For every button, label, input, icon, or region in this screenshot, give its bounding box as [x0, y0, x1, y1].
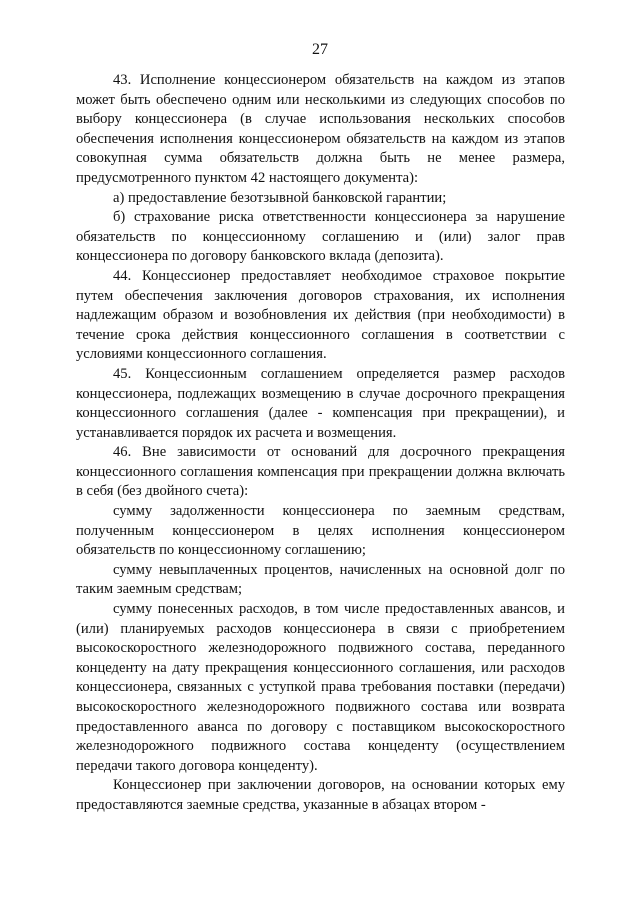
paragraph-46-item-debt: сумму задолженности концессионера по заемным средствам, полученным концессионером в целях исполнения концессионером обязательств по концессионному соглашению;	[76, 503, 565, 559]
document-body	[76, 71, 565, 816]
paragraph-43-option-a: а) предоставление безотзывной банковской гарантии;	[113, 189, 447, 206]
paragraph-46-item-expenses: сумму понесенных расходов, в том числе предоставленных авансов, и (или) планируемых расходов концессионера в связи с приобретением высокоскоростного железнодорожного подвижного состава, переданного концеденту на дату прекращения концессионного соглашения, или расходов концессионера, связанных с уступкой права требования поставки (передачи) высокоскоростного железнодорожного подвижного состава или возврата предоставленного аванса по договору с поставщиком высокоскоростного железнодорожного подвижного состава концеденту (осуществлением передачи такого договора концеденту).	[76, 601, 565, 774]
paragraph-44: 44. Концессионер предоставляет необходимое страховое покрытие путем обеспечения заключения договоров страхования, их исполнения надлежащим образом и возобновления их действия (при необходимости) в течение срока действия концессионного соглашения в соответствии с условиями концессионного соглашения.	[76, 267, 565, 363]
paragraph-loan-agreements: Концессионер при заключении договоров, на основании которых ему предоставляются заемные средства, указанные в абзацах втором -	[76, 777, 565, 813]
paragraph-43-option-b: б) страхование риска ответственности концессионера за нарушение обязательств по концессионному соглашению и (или) залог прав концессионера по договору банковского вклада (депозита).	[76, 209, 565, 265]
paragraph-46-item-interest: сумму невыплаченных процентов, начисленных на основной долг по таким заемным средствам;	[76, 561, 565, 598]
paragraph-43: 43. Исполнение концессионером обязательств на каждом из этапов может быть обеспечено одним или несколькими из следующих способов по выбору концессионера (в случае использования нескольких способов обеспечения исполнения концессионером обязательств на каждом из этапов совокупная сумма обязательств должна быть не менее размера, предусмотренного пунктом 42 настоящего документа):	[76, 72, 565, 186]
page-number: 27	[312, 41, 328, 58]
paragraph-45: 45. Концессионным соглашением определяется размер расходов концессионера, подлежащих возмещению в случае досрочного прекращения концессионного соглашения (далее - компенсация при прекращении), и устанавливается порядок их расчета и возмещения.	[76, 365, 565, 441]
paragraph-46: 46. Вне зависимости от оснований для досрочного прекращения концессионного соглашения компенсация при прекращении должна включать в себя (без двойного счета):	[76, 444, 565, 500]
